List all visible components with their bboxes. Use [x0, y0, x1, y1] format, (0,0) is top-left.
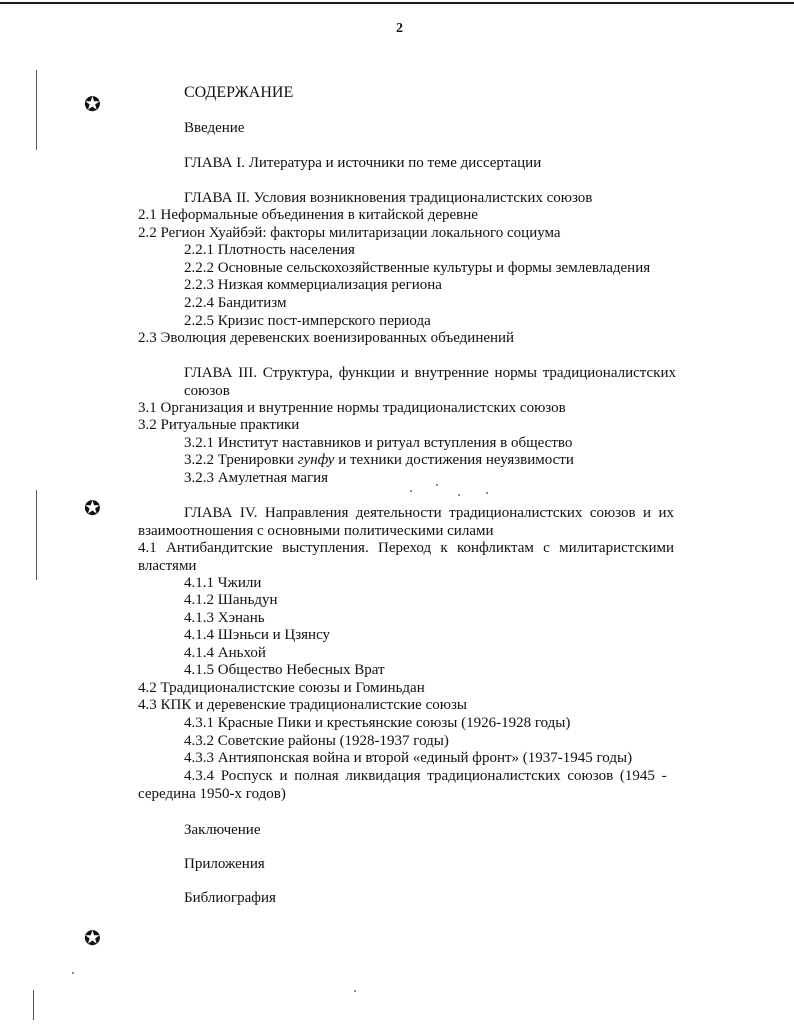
scan-margin-line [33, 990, 34, 1020]
toc-subsection-4-3-1: 4.3.1 Красные Пики и крестьянские союзы (1926-1928 годы) [184, 715, 571, 731]
toc-subsection-2-2-1: 2.2.1 Плотность населения [184, 242, 355, 258]
binder-hole-icon: ✪ [84, 496, 101, 520]
toc-subsection-3-2-2-suffix: и техники достижения неуязвимости [334, 452, 574, 468]
toc-entry-conclusion: Заключение [184, 822, 261, 838]
scan-speck [486, 492, 488, 494]
toc-section-4-3: 4.3 КПК и деревенские традиционалистские союзы [138, 697, 467, 713]
scan-speck [458, 494, 460, 496]
toc-section-3-1: 3.1 Организация и внутренние нормы традиционалистских союзов [138, 400, 566, 416]
toc-subsection-3-2-2-prefix: 3.2.2 Тренировки [184, 452, 298, 468]
scan-speck [354, 990, 356, 992]
toc-section-2-2: 2.2 Регион Хуайбэй: факторы милитаризации локального социума [138, 225, 561, 241]
toc-section-4-2: 4.2 Традиционалистские союзы и Гоминьдан [138, 680, 425, 696]
toc-subsection-4-1-2: 4.1.2 Шаньдун [184, 592, 278, 608]
toc-section-3-2: 3.2 Ритуальные практики [138, 417, 300, 433]
toc-subsection-3-2-2-italic-term: гунфу [297, 452, 335, 468]
toc-subsection-2-2-4: 2.2.4 Бандитизм [184, 295, 287, 311]
toc-subsection-2-2-5: 2.2.5 Кризис пост-имперского периода [184, 313, 431, 329]
toc-section-4-1: 4.1 Антибандитские выступления. Переход к конфликтам с милитаристскими властями [138, 540, 674, 574]
scan-speck [410, 490, 412, 492]
toc-subsection-4-3-3: 4.3.3 Антияпонская война и второй «единый фронт» (1937-1945 годы) [184, 750, 633, 766]
toc-subsection-3-2-1: 3.2.1 Институт наставников и ритуал вступления в общество [184, 435, 573, 451]
toc-subsection-4-3-4-continued: середина 1950-х годов) [138, 786, 286, 802]
toc-subsection-3-2-3: 3.2.3 Амулетная магия [184, 470, 329, 486]
toc-chapter-3: ГЛАВА III. Структура, функции и внутренние нормы традиционалистских союзов [184, 365, 676, 399]
toc-subsection-3-2-2 [184, 452, 574, 470]
scan-speck [72, 972, 74, 974]
toc-subsection-4-1-4b: 4.1.4 Аньхой [184, 645, 266, 661]
toc-chapter-1: ГЛАВА I. Литература и источники по теме диссертации [184, 155, 542, 171]
binder-hole-icon: ✪ [84, 926, 101, 950]
toc-title: СОДЕРЖАНИЕ [184, 84, 294, 101]
toc-subsection-2-2-3: 2.2.3 Низкая коммерциализация региона [184, 277, 442, 293]
toc-subsection-2-2-2: 2.2.2 Основные сельскохозяйственные культуры и формы землевладения [184, 260, 651, 276]
toc-subsection-4-3-2: 4.3.2 Советские районы (1928-1937 годы) [184, 733, 449, 749]
toc-entry-bibliography: Библиография [184, 890, 276, 906]
binder-hole-icon: ✪ [84, 92, 101, 116]
toc-subsection-4-1-4a: 4.1.4 Шэньси и Цзянсу [184, 627, 331, 643]
toc-subsection-4-3-4: 4.3.4 Роспуск и полная ликвидация традиционалистских союзов (1945 - [184, 768, 667, 784]
scan-speck [436, 484, 438, 486]
scan-top-border [0, 2, 794, 4]
toc-subsection-4-1-5: 4.1.5 Общество Небесных Врат [184, 662, 385, 678]
toc-chapter-4: ГЛАВА IV. Направления деятельности традиционалистских союзов и их взаимоотношения с основными политическими силами [138, 505, 674, 539]
toc-chapter-2: ГЛАВА II. Условия возникновения традиционалистских союзов [184, 190, 593, 206]
page-number: 2 [396, 21, 403, 36]
toc-subsection-4-1-3: 4.1.3 Хэнань [184, 610, 265, 626]
toc-section-2-1: 2.1 Неформальные объединения в китайской деревне [138, 207, 478, 223]
toc-entry-introduction: Введение [184, 120, 245, 136]
toc-subsection-4-1-1: 4.1.1 Чжили [184, 575, 262, 591]
toc-entry-appendices: Приложения [184, 856, 265, 872]
toc-section-2-3: 2.3 Эволюция деревенских военизированных объединений [138, 330, 515, 346]
scan-margin-line [36, 70, 37, 150]
scan-margin-line [36, 490, 37, 580]
